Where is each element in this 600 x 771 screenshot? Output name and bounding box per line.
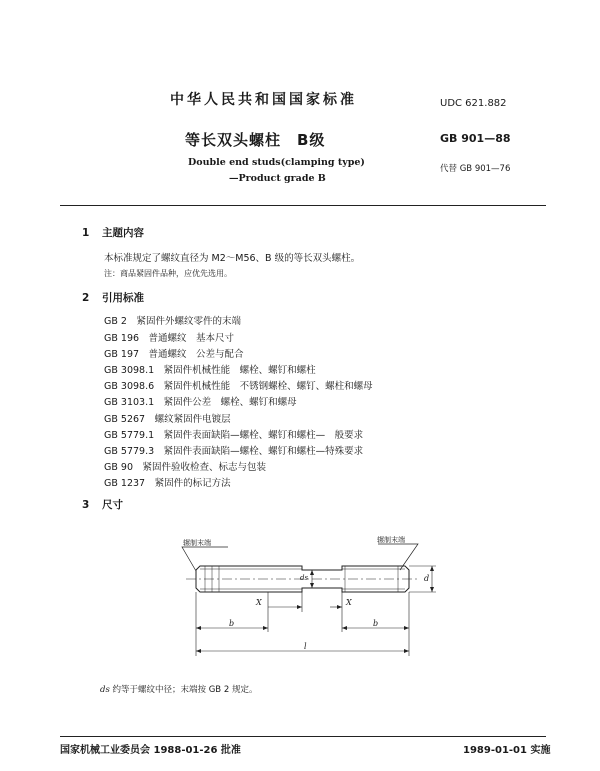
reference-item: GB 1237 紧固件的标记方法 <box>104 478 231 489</box>
dim-l-label: l <box>304 642 307 651</box>
section-2-title: 引用标准 <box>102 292 144 304</box>
document-title: 等长双头螺柱 B级 <box>185 131 326 149</box>
reference-item: GB 197 普通螺纹 公差与配合 <box>104 349 244 360</box>
rolled-end-label-right: 辗制末端 <box>377 536 405 544</box>
figure-note-symbol: ds <box>100 685 110 695</box>
reference-item: GB 90 紧固件验收检查、标志与包装 <box>104 462 266 473</box>
dim-ds-label: ds <box>300 574 309 582</box>
dim-b-label-right: b <box>373 619 379 628</box>
standard-name: 中华人民共和国国家标准 <box>170 92 357 108</box>
dim-b-label-left: b <box>229 619 235 628</box>
implementation-date: 1989-01-01 实施 <box>463 745 551 756</box>
english-title-line1: Double end studs(clamping type) <box>188 157 365 168</box>
section-1-text: 本标准规定了螺纹直径为 M2～M56、B 级的等长双头螺柱。 <box>104 253 361 264</box>
reference-item: GB 196 普通螺纹 基本尺寸 <box>104 333 235 344</box>
dim-d-label: d <box>424 574 430 583</box>
reference-item: GB 3103.1 紧固件公差 螺栓、螺钉和螺母 <box>104 397 297 408</box>
dim-x-label-left: X <box>256 598 262 607</box>
english-title-line2: —Product grade B <box>229 173 326 184</box>
section-3-title: 尺寸 <box>102 499 123 511</box>
section-3-number: 3 <box>82 499 90 511</box>
replaces-standard: 代替 GB 901—76 <box>440 164 511 174</box>
section-1-number: 1 <box>82 227 90 239</box>
reference-item: GB 5779.3 紧固件表面缺陷—螺栓、螺钉和螺柱—特殊要求 <box>104 446 364 457</box>
reference-item: GB 5267 螺纹紧固件电镀层 <box>104 414 231 425</box>
dim-x-label-right: X <box>346 598 352 607</box>
reference-item: GB 3098.1 紧固件机械性能 螺栓、螺钉和螺柱 <box>104 365 316 376</box>
section-1-note: 注：商品紧固件品种，应优先选用。 <box>104 269 232 278</box>
approval-info: 国家机械工业委员会 1988-01-26 批准 <box>60 745 241 756</box>
figure-note-text: 约等于螺纹中径；末端按 GB 2 规定。 <box>109 685 258 695</box>
reference-item: GB 3098.6 紧固件机械性能 不锈钢螺栓、螺钉、螺柱和螺母 <box>104 381 373 392</box>
section-2-number: 2 <box>82 292 90 304</box>
figure-note <box>100 683 257 695</box>
rolled-end-label-left: 辗制末端 <box>183 539 211 547</box>
udc-code: UDC 621.882 <box>440 98 507 109</box>
footer-divider <box>60 736 546 737</box>
reference-item: GB 2 紧固件外螺纹零件的末端 <box>104 316 241 327</box>
gb-number: GB 901—88 <box>440 132 511 145</box>
reference-item: GB 5779.1 紧固件表面缺陷—螺栓、螺钉和螺柱— 般要求 <box>104 430 364 441</box>
section-1-title: 主题内容 <box>102 227 144 239</box>
